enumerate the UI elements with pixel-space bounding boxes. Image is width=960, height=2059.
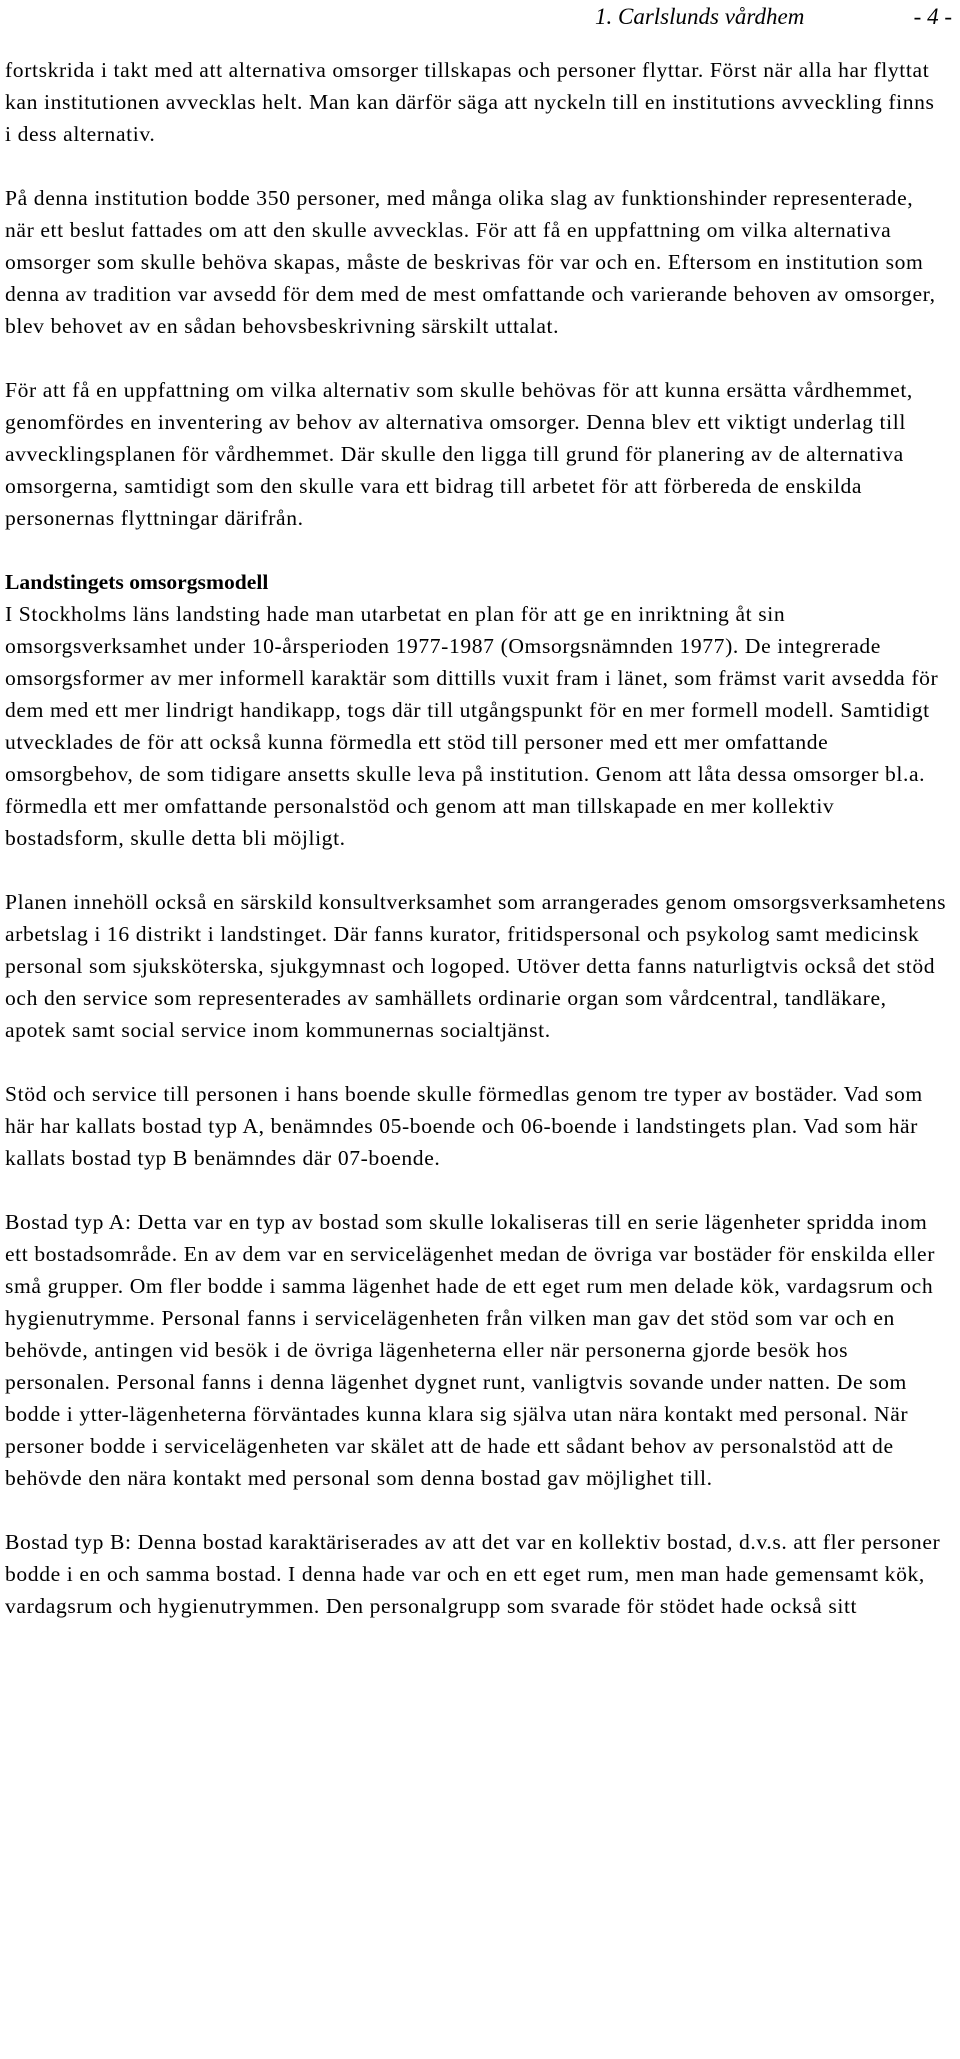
- document-body: [5, 54, 947, 1654]
- paragraph-2: På denna institution bodde 350 personer, med många olika slag av funktionshinder representerade, när ett beslut fattades om att den skulle avvecklas. För att få en uppfattning om vilka alternativa omsorger som skulle behöva skapas, måste de beskrivas för var och en. Eftersom en institution som denna av tradition var avsedd för dem med de mest omfattande och varierande behoven av omsorger, blev behovet av en sådan behovsbeskrivning särskilt uttalat.: [5, 186, 936, 338]
- paragraph-8: Bostad typ B: Denna bostad karaktäriserades av att det var en kollektiv bostad, d.v.s. att fler personer bodde i en och samma bostad. I denna hade var och en ett eget rum, men man hade gemensamt kök, vardagsrum och hygienutrymmen. Den personalgrupp som svarade för stödet hade också sitt: [5, 1530, 941, 1618]
- paragraph-6: Stöd och service till personen i hans boende skulle förmedlas genom tre typer av bostäder. Vad som här har kallats bostad typ A, benämndes 05-boende och 06-boende i landstingets plan. Vad som här kallats bostad typ B benämndes där 07-boende.: [5, 1082, 923, 1170]
- section-landstingets-omsorgsmodell: [5, 566, 947, 854]
- paragraph-1: fortskrida i takt med att alternativa omsorger tillskapas och personer flyttar. Först när alla har flyttat kan institutionen avvecklas helt. Man kan därför säga att nyckeln till en institutions avveckling finns i dess alternativ.: [5, 58, 935, 146]
- section-heading: Landstingets omsorgsmodell: [5, 570, 269, 594]
- paragraph-4: I Stockholms läns landsting hade man utarbetat en plan för att ge en inriktning åt sin omsorgsverksamhet under 10-årsperioden 1977-1987 (Omsorgsnämnden 1977). De integrerade omsorgsformer av mer informell karaktär som dittills vuxit fram i länet, som främst varit avsedda för dem med ett mer lindrigt handikapp, togs där till utgångspunkt för en mer formell modell. Samtidigt utvecklades de för att också kunna förmedla ett stöd till personer med ett mer omfattande omsorgbehov, de som tidigare ansetts skulle leva på institution. Genom att låta dessa omsorger bl.a. förmedla ett mer omfattande personalstöd och genom att man tillskapade en mer kollektiv bostadsform, skulle detta bli möjligt.: [5, 602, 939, 850]
- paragraph-7: Bostad typ A: Detta var en typ av bostad som skulle lokaliseras till en serie lägenheter spridda inom ett bostadsområde. En av dem var en servicelägenhet medan de övriga var bostäder för enskilda eller små grupper. Om fler bodde i samma lägenhet hade de ett eget rum men delade kök, vardagsrum och hygienutrymme. Personal fanns i servicelägenheten från vilken man gav det stöd som var och en behövde, antingen vid besök i de övriga lägenheterna eller när personerna gjorde besök hos personalen. Personal fanns i denna lägenhet dygnet runt, vanligtvis sovande under natten. De som bodde i ytter-lägenheterna förväntades kunna klara sig själva utan nära kontakt med personal. När personer bodde i servicelägenheten var skälet att de hade ett sådant behov av personalstöd att de behövde den nära kontakt med personal som denna bostad gav möjlighet till.: [5, 1210, 936, 1490]
- paragraph-5: Planen innehöll också en särskild konsultverksamhet som arrangerades genom omsorgsverksamhetens arbetslag i 16 distrikt i landstinget. Där fanns kurator, fritidspersonal och psykolog samt medicinsk personal som sjuksköterska, sjukgymnast och logoped. Utöver detta fanns naturligtvis också det stöd och den service som representerades av samhällets ordinarie organ som vårdcentral, tandläkare, apotek samt social service inom kommunernas socialtjänst.: [5, 890, 947, 1042]
- page-header: [0, 2, 952, 32]
- header-title: 1. Carlslunds vårdhem: [595, 4, 805, 29]
- paragraph-3: För att få en uppfattning om vilka alternativ som skulle behövas för att kunna ersätta vårdhemmet, genomfördes en inventering av behov av alternativa omsorger. Denna blev ett viktigt underlag till avvecklingsplanen för vårdhemmet. Där skulle den ligga till grund för planering av de alternativa omsorgerna, samtidigt som den skulle vara ett bidrag till arbetet för att förbereda de enskilda personernas flyttningar därifrån.: [5, 378, 913, 530]
- page-number: - 4 -: [913, 4, 952, 29]
